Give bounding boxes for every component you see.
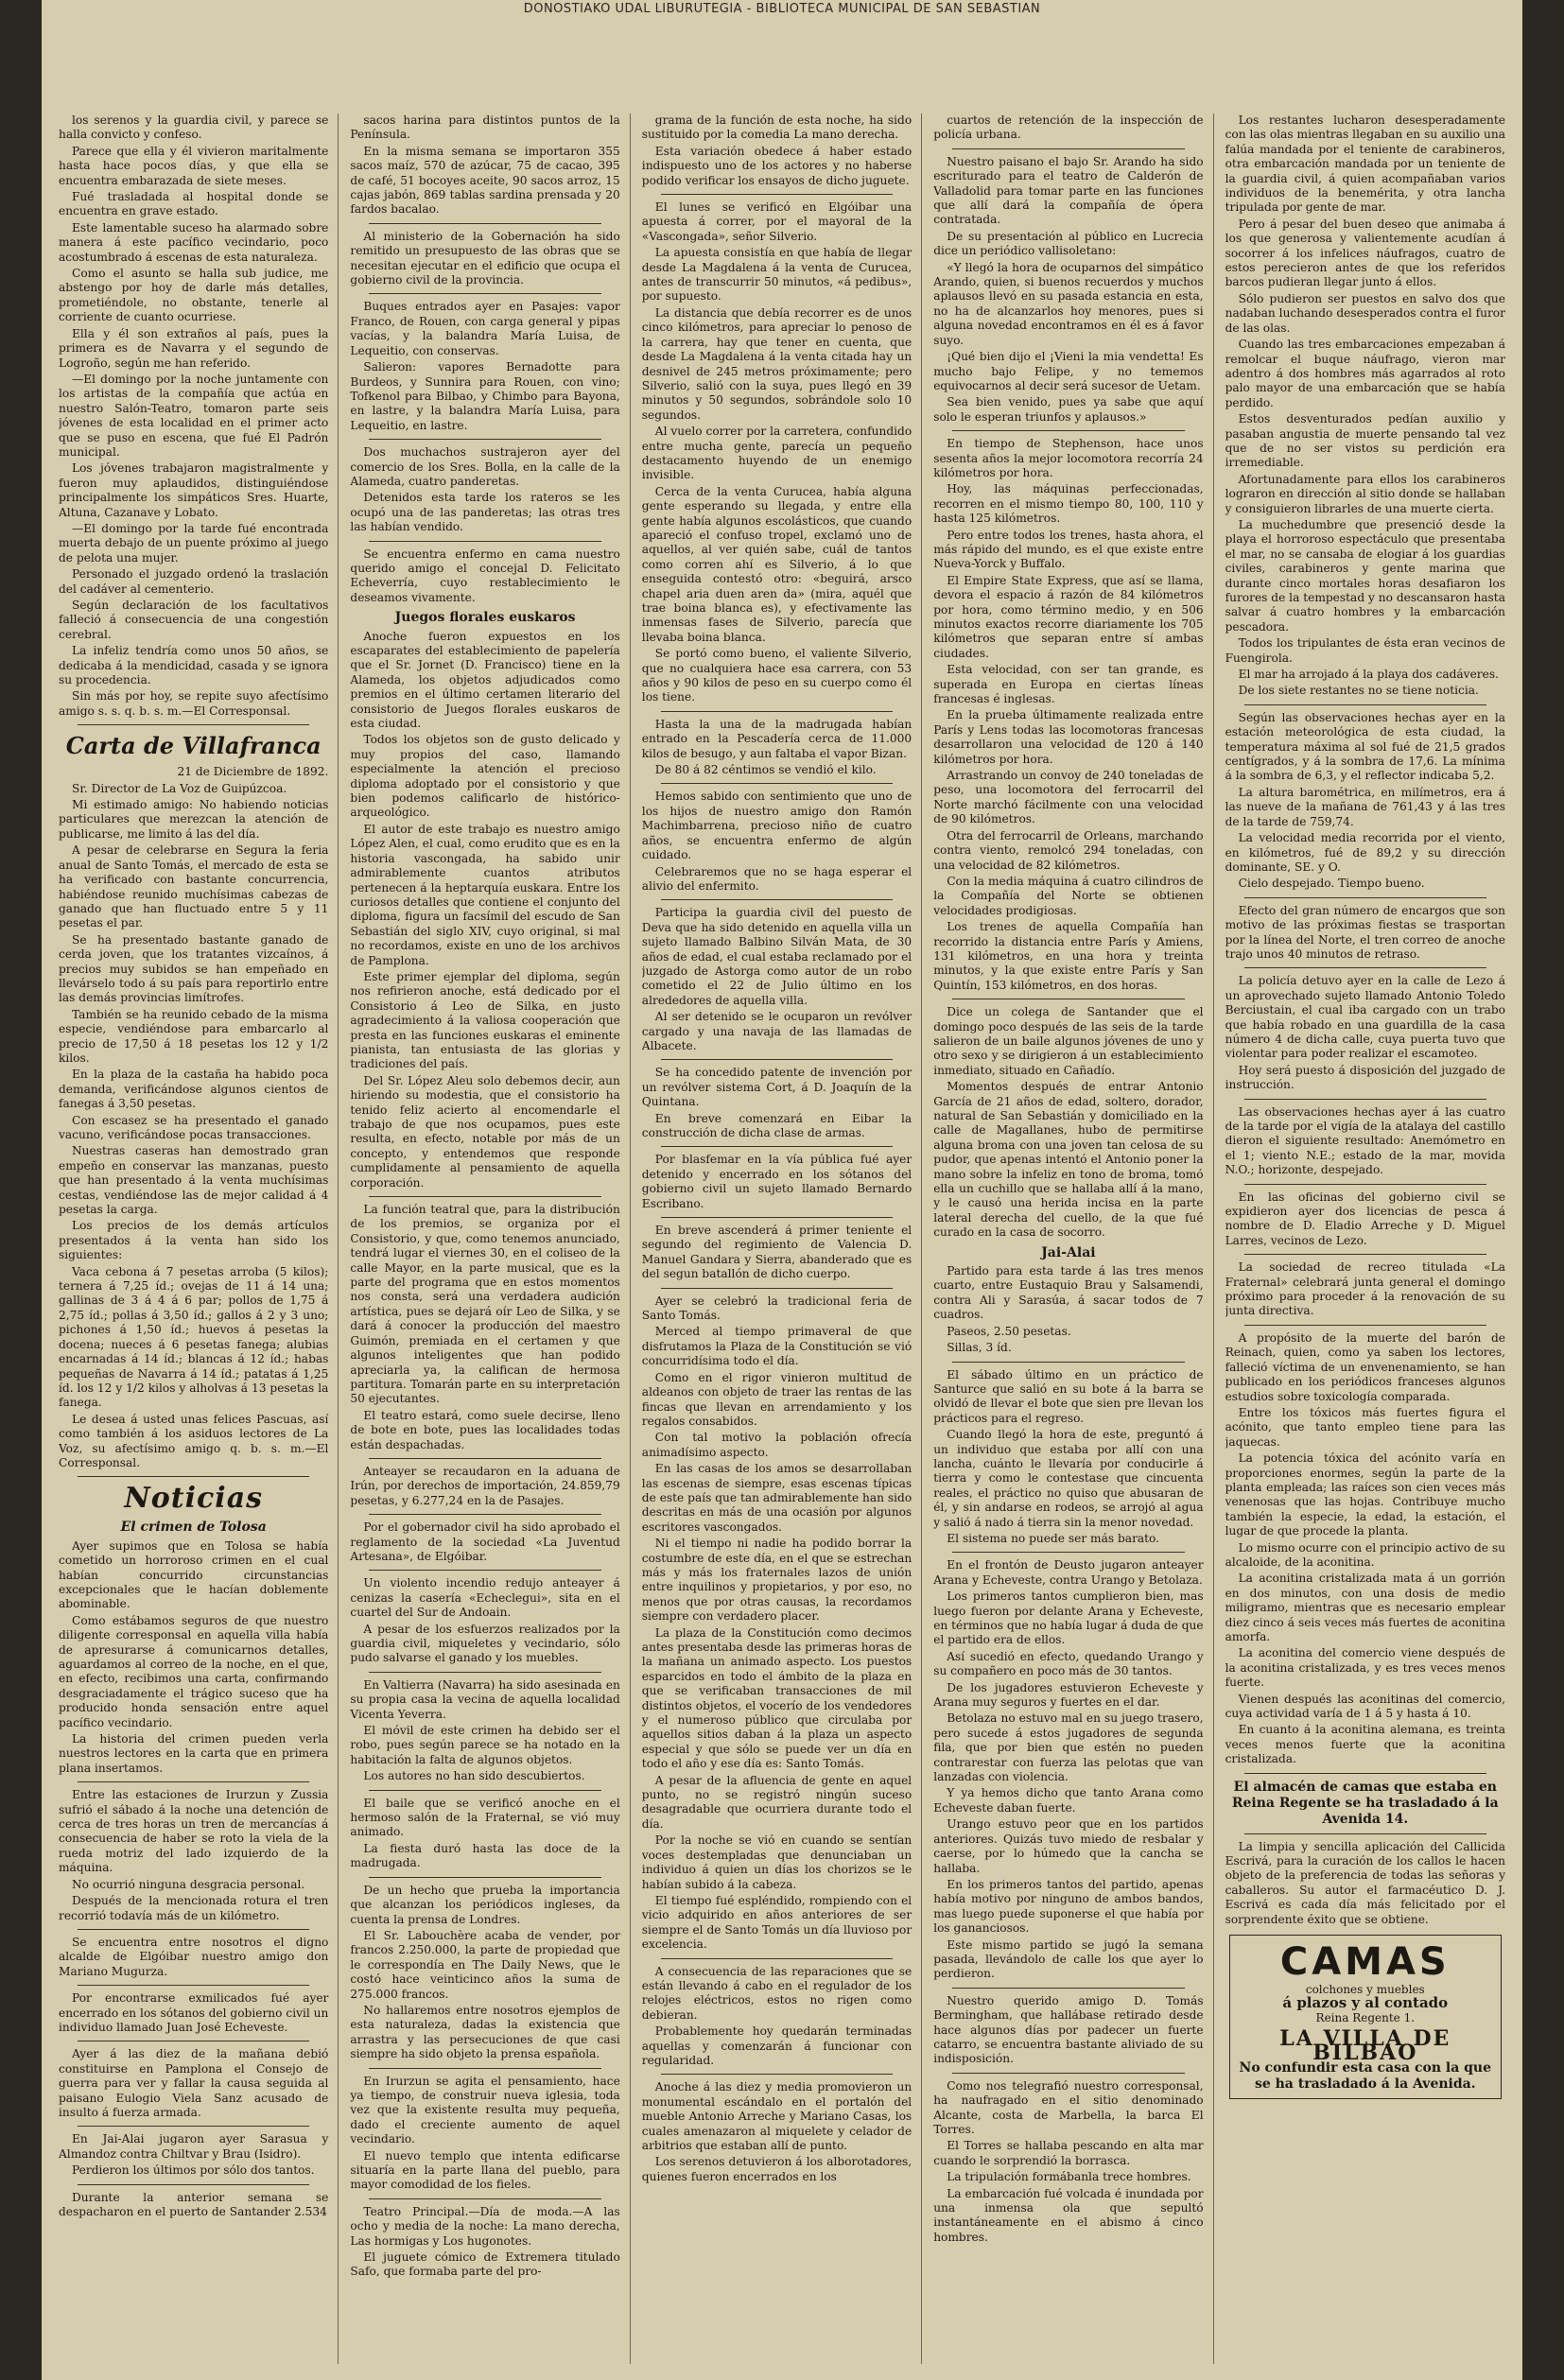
paragraph: Los precios de los demás artículos presentados á la venta han sido los siguientes:: [59, 1219, 329, 1262]
divider: [661, 2074, 893, 2075]
paragraph: A pesar de la afluencia de gente en aquel punto, no se registró ningún suceso desagradable que ocurriera durante todo el día.: [641, 1773, 912, 1831]
paragraph: grama de la función de esta noche, ha sido sustituido por la comedia La mano derecha.: [641, 113, 912, 142]
paragraph: —El domingo por la noche juntamente con los artistas de la compañía que actúa en nuestro Salón-Teatro, tomaron parte seis jóvenes de esta localidad en el primer acto que se puso en escena, que fué El Padrón municipal.: [59, 372, 329, 459]
paragraph: A pesar de los esfuerzos realizados por la guardia civil, miqueletes y vecindario, sólo pudo salvarse el ganado y los muebles.: [350, 1622, 620, 1665]
paragraph: Del Sr. López Aleu solo debemos decir, aun hiriendo su modestia, que el consistorio ha tenido feliz acierto al encomendarle el trabajo de que nos ocupamos, pues este resulta, en efecto, notable por más de un concepto, y entendemos que responde cumplidamente al pensamiento de aquella corporación.: [350, 1073, 620, 1190]
paragraph: Betolaza no estuvo mal en su juego trasero, pero sucede á estos jugadores de segunda fila, que por bien que estén no pueden contrarestar con fuerza las pelotas que van lanzadas con violencia.: [933, 1711, 1204, 1784]
ad-title: CAMAS: [1279, 1940, 1451, 1985]
paragraph: También se ha reunido cebado de la misma especie, vendiéndose para embarcarlo al precio de 17,50 á 18 pesetas los 12 y 1/2 kilos.: [59, 1007, 329, 1065]
paragraph: En Irurzun se agita el pensamiento, hace ya tiempo, de construir nueva iglesia, toda vez que la existente resulta muy pequeña, dado el creciente aumento de aquel vecindario.: [350, 2074, 620, 2146]
paragraph: En el frontón de Deusto jugaron anteayer Arana y Echeveste, contra Urango y Betolaza.: [933, 1558, 1204, 1587]
paragraph: Dos muchachos sustrajeron ayer del comercio de los Sres. Bolla, en la calle de la Alameda, cuatro panderetas.: [350, 445, 620, 488]
paragraph: A pesar de celebrarse en Segura la feria anual de Santo Tomás, el mercado de esta se ha verificado con bastante concurrencia, habiéndose reunido muchísimas cabezas de ganado que han fluctuado entre 5 y 11 pesetas el par.: [59, 843, 329, 930]
paragraph: La altura barométrica, en milímetros, era á las nueve de la mañana de 761,43 y á las tres de la tarde de 759,74.: [1225, 785, 1505, 828]
paragraph: Otra del ferrocarril de Orleans, marchando contra viento, remolcó 294 toneladas, con una velocidad de 82 kilómetros.: [933, 828, 1204, 872]
paragraph: Vaca cebona á 7 pesetas arroba (5 kilos); ternera á 7,25 íd.; ovejas de 11 á 14 una; gallinas de 3 á 4 á 6 par; pollos de 1,75 á 2,75 íd.; pollas á 3,50 íd.; gallos á 2 y 3 uno; pichones á 1,50 íd.; huevos á pesetas la docena; nueces á 6 pesetas fanega; alubias encarnadas á 14 íd.; blancas á 12 íd.; habas pequeñas de Navarra á 14 íd.; patatas á 1,25 íd. los 12 y 1/2 kilos y alholvas á 13 pesetas la fanega.: [59, 1264, 329, 1410]
paragraph: En las oficinas del gobierno civil se expidieron ayer dos licencias de pesca á nombre de D. Eladio Arreche y D. Miguel Larres, vecinos de Lezo.: [1225, 1190, 1505, 1247]
divider: [661, 711, 893, 712]
paragraph: Entre las estaciones de Irurzun y Zussia sufrió el sábado á la noche una detención de cerca de tres horas un tren de mercancías á consecuencia de haber se roto la viela de la rueda motriz del lado izquierdo de la máquina.: [59, 1788, 329, 1875]
paragraph: La infeliz tendría como unos 50 años, se dedicaba á la mendicidad, casada y se ignora su procedencia.: [59, 644, 329, 687]
paragraph: Esta velocidad, con ser tan grande, es superada en Europa en ciertas líneas francesas é inglesas.: [933, 663, 1204, 706]
paragraph: De los siete restantes no se tiene noticia.: [1238, 684, 1479, 698]
paragraph: Vienen después las aconitinas del comercio, cuya actividad varía de 1 á 5 y hasta á 10.: [1225, 1692, 1505, 1721]
paragraph: Anteayer se recaudaron en la aduana de Irún, por derechos de importación, 24.859,79 pesetas, y 6.277,24 en la de Pasajes.: [350, 1464, 620, 1507]
paragraph: En breve ascenderá á primer teniente el segundo del regimiento de Valencia D. Manuel Gandara y Sierra, abanderado que es del segun batallón de dicho cuerpo.: [641, 1224, 912, 1281]
paragraph: De su presentación al público en Lucrecia dice un periódico vallisoletano:: [933, 229, 1204, 258]
paragraph: Mi estimado amigo: No habiendo noticias particulares que merezcan la atención de publicarse, me limito á las del día.: [59, 798, 329, 841]
notice-almacen-camas: El almacén de camas que estaba en Reina Regente se ha trasladado á la Avenida 14.: [1231, 1779, 1499, 1827]
paragraph: Esta variación obedece á haber estado indispuesto uno de los actores y no haberse podido verificar los ensayos de dicho juguete.: [641, 144, 912, 187]
divider: [661, 1958, 893, 1959]
divider: [369, 1514, 600, 1515]
paragraph: Hoy, las máquinas perfeccionadas, recorren en el mismo tiempo 80, 100, 110 y hasta 125 kilómetros.: [933, 482, 1204, 526]
paragraph: Entre los tóxicos más fuertes figura el acónito, que tanto empleo tiene para las jaquecas.: [1225, 1405, 1505, 1449]
paragraph: La historia del crimen pueden verla nuestros lectores en la carta que en primera plana insertamos.: [59, 1732, 329, 1775]
paragraph: Este lamentable suceso ha alarmado sobre manera á este pacífico vecindario, poco acostumbrado á escenas de esta naturaleza.: [59, 220, 329, 264]
paragraph: Los serenos detuvieron á los alborotadores, quienes fueron encerrados en los: [641, 2155, 912, 2183]
paragraph: Este primer ejemplar del diploma, según nos refirieron anoche, está dedicado por el Consistorio á Leo de Silka, en justo agradecimiento á la valiosa cooperación que presta en las funciones euskaras el eminente pianista, tan entusiasta de las glorias y tradiciones del país.: [350, 969, 620, 1071]
paragraph: Este mismo partido se jugó la semana pasada, llevándolo de calle los que ayer lo perdieron.: [933, 1937, 1204, 1981]
ad-line: colchones y muebles: [1305, 1983, 1425, 1997]
subheadline-crimen-tolosa: El crimen de Tolosa: [120, 1520, 267, 1536]
divider: [369, 1570, 600, 1571]
column-2: [350, 113, 630, 2364]
paragraph: Partido para esta tarde á las tres menos cuarto, entre Eustaquio Brau y Salsamendi, contra Ali y Sarasúa, á sacar todos de 7 cuadros.: [933, 1264, 1204, 1322]
divider: [661, 1288, 893, 1289]
paragraph: Urango estuvo peor que en los partidos anteriores. Quizás tuvo miedo de resbalar y caerse, por lo húmedo que la cancha se hallaba.: [933, 1817, 1204, 1875]
divider: [952, 2073, 1184, 2074]
divider: [1244, 1099, 1486, 1100]
paragraph: De un hecho que prueba la importancia que alcanzan los periódicos ingleses, da cuenta la prensa de Londres.: [350, 1883, 620, 1926]
paragraph: Fué trasladada al hospital donde se encuentra en grave estado.: [59, 190, 329, 218]
divider: [1244, 1773, 1486, 1774]
paragraph: En la plaza de la castaña ha habido poca demanda, verificándose algunos cientos de fanegas á 3,50 pesetas.: [59, 1068, 329, 1111]
divider: [369, 1877, 600, 1878]
paragraph: Hoy será puesto á disposición del juzgado de instrucción.: [1225, 1063, 1505, 1092]
paragraph: Según las observaciones hechas ayer en la estación meteorológica de esta ciudad, la temperatura máxima al sol fué de 21,5 grados centígrados, y á la sombra de 17,6. La mínima á la sombra de 6,3, y el reflector indicaba 5,2.: [1225, 710, 1505, 783]
paragraph: Las observaciones hechas ayer á las cuatro de la tarde por el vigía de la atalaya del castillo dieron el siguiente resultado: Anemómetro en el 1; viento N.E.; estado de la mar, movida N.O.; horizonte, despejado.: [1225, 1104, 1505, 1177]
paragraph: Por la noche se vió en cuando se sentían voces destempladas que denunciaban un individuo á quien un días los chorizos se le habían subido á la cabeza.: [641, 1833, 912, 1891]
paragraph: Celebraremos que no se haga esperar el alivio del enfermito.: [641, 864, 912, 893]
paragraph: La velocidad media recorrida por el viento, en kilómetros, fué de 89,2 y su dirección dominante, SE. y O.: [1225, 831, 1505, 874]
paragraph: A propósito de la muerte del barón de Reinach, quien, como ya saben los lectores, falleció víctima de un envenenamiento, se han publicado en los periódicos franceses algunos estudios sobre toxicología comparada.: [1225, 1330, 1505, 1403]
divider: [369, 1458, 600, 1459]
paragraph: Con escasez se ha presentado el ganado vacuno, verificándose pocas transacciones.: [59, 1113, 329, 1141]
paragraph: Anoche á las diez y media promovieron un monumental escándalo en el portalón del mueble Antonio Arreche y Mariano Casas, los cuales amenazaron al miquelete y celador de arbitrios que estaban allí de punto.: [641, 2080, 912, 2152]
divider: [1244, 1325, 1486, 1326]
paragraph: Cuando llegó la hora de este, preguntó á un individuo que estaba por allí con una lancha, cuánto le llevaría por conducirle á tierra y como le contestase que cincuenta reales, el práctico no quiso que abusaran de él, y sin andarse en rodeos, se arrojó al agua y salió á nado á tierra sin la menor novedad.: [933, 1428, 1204, 1529]
divider: [1244, 704, 1486, 705]
paragraph: La potencia tóxica del acónito varía en proporciones enormes, según la parte de la planta empleada; las raíces son cien veces más venenosas que las hojas. Contribuye mucho también la especie, la edad, la estación, el lugar de que procede la planta.: [1225, 1451, 1505, 1538]
divider: [78, 2184, 309, 2185]
divider: [1244, 1833, 1486, 1834]
paragraph: La muchedumbre que presenció desde la playa el horroroso espectáculo que presentaba el mar, no se cansaba de elogiar á los guardias civiles, carabineros y gente marina que durante cinco mortales horas desafiaron los furores de la tempestad y no descansaron hasta salvar á cuatro hombres y la embarcación pescadora.: [1225, 517, 1505, 634]
paragraph: El mar ha arrojado á la playa dos cadáveres.: [1238, 668, 1499, 682]
paragraph: Como nos telegrafió nuestro corresponsal, ha naufragado en el sitio denominado Alcante, costa de Marbella, la barca El Torres.: [933, 2078, 1204, 2136]
paragraph: Perdieron los últimos por sólo dos tantos.: [72, 2163, 315, 2178]
paragraph: Hasta la una de la madrugada habían entrado en la Pescadería cerca de 11.000 kilos de besugo, y aun faltaba el vapor Bizan.: [641, 717, 912, 760]
paragraph: Así sucedió en efecto, quedando Urango y su compañero en poco más de 30 tantos.: [933, 1649, 1204, 1678]
paragraph: Por blasfemar en la vía pública fué ayer detenido y encerrado en los sótanos del gobierno civil un sujeto llamado Bernardo Escribano.: [641, 1153, 912, 1210]
divider: [78, 2126, 309, 2127]
paragraph: Por encontrarse exmilicados fué ayer encerrado en los sótanos del gobierno civil un individuo llamado Juan José Echeveste.: [59, 1991, 329, 2034]
paragraph: No ocurrió ninguna desgracia personal.: [72, 1877, 305, 1891]
divider: [78, 724, 309, 725]
paragraph: Ayer supimos que en Tolosa se había cometido un horroroso crimen en el cual habían concurrido circunstancias excepcionales que le hacían doblemente abominable.: [59, 1538, 329, 1611]
paragraph: El autor de este trabajo es nuestro amigo López Alen, el cual, como erudito que es en la historia vascongada, ha sabido unir admirablemente cuantos atributos pertenecen á la heptarquía euskara. Entre los curiosos detalles que contiene el conjunto del diploma, figura un facsímil del escudo de San Sebastián del siglo XIV, cuyo original, si mal no recordamos, existe en uno de los archivos de Pamplona.: [350, 822, 620, 967]
paragraph: Un violento incendio redujo anteayer á cenizas la casería «Echeclegui», sita en el cuartel del Sur de Andoain.: [350, 1576, 620, 1620]
paragraph: A consecuencia de las reparaciones que se están llevando á cabo en el regulador de los relojes eléctricos, estos no rigen como debieran.: [641, 1964, 912, 2022]
dateline: 21 de Diciembre de 1892.: [177, 765, 329, 779]
paragraph: Teatro Principal.—Día de moda.—A las ocho y media de la noche: La mano derecha, Las hormigas y Los hugonotes.: [350, 2204, 620, 2248]
divider: [952, 1988, 1184, 1989]
paragraph: Se ha presentado bastante ganado de cerda joven, que los tratantes vizcaínos, á precios muy subidos se han empeñado en llevárselo todo á su país para reportirlo entre las demás provincias limítrofes.: [59, 932, 329, 1005]
paragraph: En Valtierra (Navarra) ha sido asesinada en su propia casa la vecina de aquella localidad Vicenta Yeverra.: [350, 1677, 620, 1721]
paragraph: Se portó como bueno, el valiente Silverio, que no cualquiera hace esa carrera, con 53 años y 90 kilos de peso en su cuerpo como él los tiene.: [641, 647, 912, 704]
paragraph: Como estábamos seguros de que nuestro diligente corresponsal en aquella villa había de apresurarse á comunicarnos detalles, aguardamos al correo de la noche, en el que, en efecto, recibimos una carta, confirmando desgraciadamente el trágico suceso que ha producido honda sensación entre aquel pacífico vecindario.: [59, 1613, 329, 1729]
paragraph: Al ser detenido se le ocuparon un revólver cargado y una navaja de las llamadas de Albacete.: [641, 1010, 912, 1052]
paragraph: Dice un colega de Santander que el domingo poco después de las seis de la tarde salieron de un baile algunos jóvenes de uno y otro sexo y se dirigieron á un establecimiento inmediato, situado en Cañadío.: [933, 1005, 1204, 1077]
paragraph: Todos los tripulantes de ésta eran vecinos de Fuengirola.: [1225, 636, 1505, 665]
paragraph: Ayer á las diez de la mañana debió constituirse en Pamplona el Consejo de guerra para ver y fallar la causa seguida al paisano Eulogio Viela Sanz acusado de insulto á fuerza armada.: [59, 2047, 329, 2119]
paragraph: La sociedad de recreo titulada «La Fraternal» celebrará junta general el domingo próximo para proceder á la renovación de su junta directiva.: [1225, 1260, 1505, 1318]
paragraph: El tiempo fué espléndido, rompiendo con el vicio adquirido en años anteriores de ser siempre el de Santo Tomás un día lluvioso por excelencia.: [641, 1893, 912, 1952]
divider: [661, 899, 893, 900]
paragraph: De los jugadores estuvieron Echeveste y Arana muy seguros y fuertes en el dar.: [933, 1680, 1204, 1710]
paragraph: Se encuentra entre nosotros el digno alcalde de Elgóibar nuestro amigo don Mariano Mugurza.: [59, 1935, 329, 1978]
paragraph: «Y llegó la hora de ocuparnos del simpático Arando, quien, si buenos recuerdos y muchos aplausos llevó en su pasada estancia en esta, no ha de alcanzarlos hoy menores, pues si alguna novedad encontramos en él es á favor suyo.: [933, 260, 1204, 347]
divider: [369, 541, 600, 542]
divider: [78, 1985, 309, 1986]
paragraph: La policía detuvo ayer en la calle de Lezo á un aprovechado sujeto llamado Antonio Toledo Berciustain, el cual iba cargado con un trabo que había robado en una guardilla de la casa número 4 de dicha calle, cuya puerta tuvo que violentar para poder realizar el escamoteo.: [1225, 974, 1505, 1061]
paragraph: Pero entre todos los trenes, hasta ahora, el más rápido del mundo, es el que existe entre Nueva-Yorck y Buffalo.: [933, 528, 1204, 571]
divider: [661, 194, 893, 195]
advertisement-camas: [1229, 1935, 1502, 2099]
divider: [369, 2068, 600, 2069]
divider: [661, 1059, 893, 1060]
ad-shop-name: LA VILLA DE BILBAO: [1279, 2025, 1451, 2065]
paragraph: cuartos de retención de la inspección de policía urbana.: [933, 113, 1204, 142]
paragraph: En la prueba últimamente realizada entre París y Lens todas las locomotoras francesas desarrollaron una velocidad de 120 á 140 kilómetros por hora.: [933, 708, 1204, 766]
paragraph: Ayer se celebró la tradicional feria de Santo Tomás.: [641, 1294, 912, 1323]
divider: [78, 1781, 309, 1782]
paragraph: No hallaremos entre nosotros ejemplos de esta naturaleza, dadas la existencia que arrastra y las persecuciones de que casi siempre ha sido objeto la prensa española.: [350, 2003, 620, 2061]
divider: [952, 148, 1184, 149]
paragraph: Hemos sabido con sentimiento que uno de los hijos de nuestro amigo don Ramón Machimbarrena, precioso niño de cuatro años, se encuentra enfermo de algún cuidado.: [641, 790, 912, 862]
paragraph: Efecto del gran número de encargos que son motivo de las próximas fiestas se trasportan por la línea del Norte, el tren correo de anoche trajo unos 40 minutos de retraso.: [1225, 903, 1505, 961]
ad-line: á plazos y al contado: [1282, 1994, 1449, 2012]
paragraph: ¡Qué bien dijo el ¡Vieni la mia vendetta! Es mucho bajo Felipe, y no tememos equivocarnos al decir será sucesor de Uetam.: [933, 350, 1204, 392]
paragraph: El baile que se verificó anoche en el hermoso salón de la Fraternal, se vió muy animado.: [350, 1796, 620, 1839]
paragraph: El Sr. Labouchère acaba de vender, por francos 2.250.000, la parte de propiedad que le correspondía en The Daily News, que le costó hace veinticinco años la suma de 275.000 francos.: [350, 1928, 620, 2001]
scan-edge-left: [0, 0, 42, 2380]
paragraph: En la misma semana se importaron 355 sacos maíz, 570 de azúcar, 75 de cacao, 395 de café, 51 bocoyes aceite, 90 sacos arroz, 15 cajas jabón, 869 tablas sardina prensada y 20 fardos bacalao.: [350, 144, 620, 217]
paragraph: La aconitina del comercio viene después de la aconitina cristalizada, y es tres veces menos fuerte.: [1225, 1646, 1505, 1690]
paragraph: Los autores no han sido descubiertos.: [363, 1769, 585, 1783]
paragraph: Sin más por hoy, se repite suyo afectísimo amigo s. s. q. b. s. m.—El Corresponsal.: [59, 689, 329, 718]
paragraph: Anoche fueron expuestos en los escaparates del establecimiento de papelería que el Sr. Jornet (D. Francisco) tiene en la Alameda, los objetos adjudicados como premios en el último certamen literario del consistorio de Juegos florales euskaros de esta ciudad.: [350, 629, 620, 731]
paragraph: Los restantes lucharon desesperadamente con las olas mientras llegaban en su auxilio una falúa mandada por el teniente de carabineros, otra embarcación mandada por un teniente de la guardia civil, á quien acompañaban varios individuos de la benemérita, y otra lancha tripulada por gente de mar.: [1225, 113, 1505, 215]
paragraph: Se ha concedido patente de invención por un revólver sistema Cort, á D. Joaquín de la Quintana.: [641, 1066, 912, 1109]
paragraph: Lo mismo ocurre con el principio activo de su alcaloide, de la aconitina.: [1225, 1540, 1505, 1569]
divider: [1244, 1184, 1486, 1185]
paragraph: El sistema no puede ser más barato.: [947, 1531, 1160, 1545]
headline-carta-villafranca: Carta de Villafranca: [65, 732, 321, 760]
subheadline-jai-alai: Jai-Alai: [1041, 1244, 1096, 1260]
divider: [369, 1790, 600, 1791]
divider: [952, 1362, 1184, 1363]
divider: [952, 430, 1184, 431]
divider: [369, 293, 600, 294]
paragraph: Nuestro querido amigo D. Tomás Bermingham, que hallábase retirado desde hace algunos días por padecer un fuerte catarro, se encuentra bastante aliviado de su indisposición.: [933, 1993, 1204, 2066]
library-watermark: DONOSTIAKO UDAL LIBURUTEGIA - BIBLIOTECA MUNICIPAL DE SAN SEBASTIAN: [523, 2, 1041, 16]
paragraph: En cuanto á la aconitina alemana, es treinta veces menos fuerte que la aconitina cristalizada.: [1225, 1723, 1505, 1766]
paragraph: En tiempo de Stephenson, hace unos sesenta años la mejor locomotora recorría 24 kilómetros por hora.: [933, 437, 1204, 479]
paragraph: De 80 á 82 céntimos se vendió el kilo.: [654, 763, 877, 777]
paragraph: El móvil de este crimen ha debido ser el robo, pues según parece se ha notado en la habitación la falta de algunos objetos.: [350, 1724, 620, 1766]
paragraph: En breve comenzará en Eibar la construcción de dicha clase de armas.: [641, 1111, 912, 1139]
paragraph: Ella y él son extraños al país, pues la primera es de Navarra y el segundo de Logroño, según me han referido.: [59, 326, 329, 370]
divider: [952, 1552, 1184, 1553]
paragraph: Los trenes de aquella Compañía han recorrido la distancia entre París y Amiens, 131 kilómetros, en una hora y treinta minutos, y la que existe entre París y San Quintín, 153 kilómetros, en dos horas.: [933, 920, 1204, 992]
paragraph: El lunes se verificó en Elgóibar una apuesta á correr, por el mayoral de la «Vascongada», señor Silverio.: [641, 200, 912, 243]
paragraph: Probablemente hoy quedarán terminadas aquellas y comenzarán á funcionar con regularidad.: [641, 2024, 912, 2067]
paragraph: Según declaración de los facultativos falleció á consecuencia de una congestión cerebral.: [59, 599, 329, 641]
divider: [1244, 1254, 1486, 1255]
divider: [369, 439, 600, 440]
paragraph: sacos harina para distintos puntos de la Península.: [350, 113, 620, 142]
subheadline-juegos-florales: Juegos florales euskaros: [394, 610, 576, 626]
divider: [369, 2198, 600, 2199]
paragraph: El sábado último en un práctico de Santurce que salió en su bote á la barra se olvidó de llevar el bote que sien pre llevan los prácticos para el regreso.: [933, 1367, 1204, 1425]
divider: [661, 783, 893, 784]
paragraph: La plaza de la Constitución como decimos antes presentaba desde las primeras horas de la mañana un animado aspecto. Los puestos esparcidos en todo el ámbito de la plaza en que se verificaban transacciones de mil distintos objetos, el vocerío de los vendedores y el numeroso público que circulaba por aquellos sitios daban á la plaza un aspecto especial y que sólo se puede ver un día en todo el año y ese día es: Santo Tomás.: [641, 1625, 912, 1771]
divider: [369, 1196, 600, 1197]
paragraph: Después de la mencionada rotura el tren recorrió todavía más de un kilómetro.: [59, 1894, 329, 1922]
scan-edge-right: [1522, 0, 1564, 2380]
paragraph: La distancia que debía recorrer es de unos cinco kilómetros, para apreciar lo penoso de la carrera, hay que tener en cuenta, que desde La Magdalena á la venta citada hay un desnivel de 245 metros próximamente; pero Silverio, salió con la suya, pues llegó en 39 minutos y 50 segundos, sobrándole solo 10 segundos.: [641, 305, 912, 422]
paragraph: En Jai-Alai jugaron ayer Sarasua y Almandoz contra Chiltvar y Brau (Isidro).: [59, 2132, 329, 2161]
column-1: [59, 113, 339, 2364]
paragraph: Salieron: vapores Bernadotte para Burdeos, y Sunnira para Rouen, con vino; Tofkenol para Bilbao, y Chimbo para Bayona, en lastre, y la balandra María Luisa, para Lequeitio, en lastre.: [350, 360, 620, 432]
paragraph: El nuevo templo que intenta edificarse situaría en la parte llana del pueblo, para mayor comodidad de los fieles.: [350, 2148, 620, 2192]
paragraph: Como el asunto se halla sub judice, me abstengo por hoy de darle más detalles, prometiéndole, no obstante, tenerle al corriente de cuanto ocurriese.: [59, 267, 329, 324]
paragraph: Momentos después de entrar Antonio García de 21 años de edad, soltero, dorador, natural de San Sebastián y domiciliado en la calle de Magallanes, hubo de permitirse alguna broma con una joven tan celosa de su pudor, que apenas intentó el Antonio poner la mano sobre la infeliz en tono de broma, tomó ella un cuchillo que se hallaba allí á la mano, y le causó una herida incisa en la parte lateral derecha del cuello, de la que fué curado en la casa de socorro.: [933, 1080, 1204, 1240]
paragraph: —El domingo por la tarde fué encontrada muerta debajo de un puente próximo al juego de pelota una mujer.: [59, 521, 329, 565]
paragraph: Al ministerio de la Gobernación ha sido remitido un presupuesto de las obras que se necesitan ejecutar en el edificio que ocupa el gobierno civil de la provincia.: [350, 229, 620, 287]
paragraph: Durante la anterior semana se despacharon en el puerto de Santander 2.534: [59, 2190, 329, 2218]
paragraph: Por el gobernador civil ha sido aprobado el reglamento de la sociedad «La Juventud Artesana», de Elgóibar.: [350, 1520, 620, 1563]
paragraph: Se encuentra enfermo en cama nuestro querido amigo el concejal D. Felicitato Echeverría, cuyo restablecimiento le deseamos vivamente.: [350, 547, 620, 604]
divider: [369, 223, 600, 224]
paragraph: La embarcación fué volcada é inundada por una inmensa ola que sepultó instantáneamente en el abismo á cinco hombres.: [933, 2186, 1204, 2244]
divider: [661, 1217, 893, 1218]
column-4: [933, 113, 1213, 2364]
paragraph: Sólo pudieron ser puestos en salvo dos que nadaban luchando desesperados contra el furor de las olas.: [1225, 291, 1505, 335]
paragraph: Sea bien venido, pues ya sabe que aquí solo le esperan triunfos y aplausos.»: [933, 395, 1204, 424]
paragraph: Afortunadamente para ellos los carabineros lograron en dirección al sitio donde se hallaban y consiguieron librarles de una muerte cierta.: [1225, 472, 1505, 515]
paragraph: Los primeros tantos cumplieron bien, mas luego fueron por delante Arana y Echeveste, en términos que no había lugar á duda de que el partido era de ellos.: [933, 1590, 1204, 1647]
paragraph: La apuesta consistía en que había de llegar desde La Magdalena á la venta de Curucea, antes de transcurrir 50 minutos, «á pedibus», por supuesto.: [641, 246, 912, 304]
paragraph: Paseos, 2.50 pesetas.: [947, 1324, 1071, 1338]
paragraph: Detenidos esta tarde los rateros se les ocupó una de las panderetas; las otras tres las habían vendido.: [350, 491, 620, 534]
paragraph: Los jóvenes trabajaron magistralmente y fueron muy aplaudidos, distinguiéndose principalmente los simpáticos Sres. Huarte, Altuna, Cazanave y Lobato.: [59, 461, 329, 519]
paragraph: Como en el rigor vinieron multitud de aldeanos con objeto de traer las rentas de las fincas que llevan en arrendamiento y los regalos consabidos.: [641, 1370, 912, 1428]
paragraph: Con tal motivo la población ofrecía animadísimo aspecto.: [641, 1431, 912, 1459]
divider: [369, 1672, 600, 1673]
paragraph: Y ya hemos dicho que tanto Arana como Echeveste daban fuerte.: [933, 1786, 1204, 1815]
divider: [78, 1929, 309, 1930]
paragraph: Cielo despejado. Tiempo bueno.: [1238, 877, 1425, 891]
columns: [59, 113, 1505, 2364]
paragraph: Nuestro paisano el bajo Sr. Arando ha sido escriturado para el teatro de Calderón de Valladolid para tomar parte en las funciones que allí dará la compañía de ópera contratada.: [933, 154, 1204, 227]
paragraph: Cerca de la venta Curucea, había alguna gente esperando su llegada, y entre ella gente había algunos escolásticos, que cuando apareció el confuso tropel, exclamó uno de aquellos, al ver quién sabe, cuál de tantos como corren ahí es Silverio, á lo que enseguida contestó otro: «beguirá, arsco chapel aria duen aren da» (mira, aquél que trae boina blanca es), y efectivamente las inmensas fases de Silverio, parecía que llevaba boina blanca.: [641, 484, 912, 644]
paragraph: los serenos y la guardia civil, y parece se halla convicto y confeso.: [59, 113, 329, 142]
paragraph: El teatro estará, como suele decirse, lleno de bote en bote, pues las localidades todas están despachadas.: [350, 1408, 620, 1451]
paragraph: Nuestras caseras han demostrado gran empeño en conservar las manzanas, puesto que han presentado á la venta muchísimas cestas, vendiéndose las de mejor calidad á 4 pesetas la carga.: [59, 1144, 329, 1217]
paragraph: La función teatral que, para la distribución de los premios, se organiza por el Consistorio, y que, como tenemos anunciado, tendrá lugar el viernes 30, en el coliseo de la calle Mayor, en la parte musical, que es la parte del programa que en estos momentos nos consta, será una verdadera audición artística, pues se dejará oír Leo de Silka, y se dará á conocer la producción del maestro Guimón, premiada en el certamen y que algunos inteligentes que han podido apreciarla ya, la califican de hermosa partitura. Tomarán parte en su interpretación 50 ejecutantes.: [350, 1203, 620, 1406]
paragraph: Arrastrando un convoy de 240 toneladas de peso, una locomotora del ferrocarril del Norte marchó fácilmente con una velocidad de 90 kilómetros.: [933, 769, 1204, 826]
paragraph: Merced al tiempo primaveral de que disfrutamos la Plaza de la Constitución se vió concurridísima todo el día.: [641, 1325, 912, 1368]
paragraph: Parece que ella y él vivieron maritalmente hasta hace pocos días, y que ella se encuentra embarazada de siete meses.: [59, 144, 329, 187]
paragraph: Sr. Director de La Voz de Guipúzcoa.: [72, 781, 287, 795]
divider: [1244, 967, 1486, 968]
paragraph: Ni el tiempo ni nadie ha podido borrar la costumbre de este día, en el que se estrechan más y más los fraternales lazos de unión entre inquilinos y propietarios, y por eso, no menos que por otras causas, la recordamos siempre con verdadero placer.: [641, 1537, 912, 1624]
paragraph: La aconitina cristalizada mata á un gorrión en dos minutos, con una dosis de medio miligramo, mientras que es necesario emplear diez cinco á seis veces más fuertes de aconitina amorfa.: [1225, 1572, 1505, 1643]
paragraph: En los primeros tantos del partido, apenas había motivo por ninguno de ambos bandos, mas luego puede suponerse el que había por los gananciosos.: [933, 1877, 1204, 1936]
paragraph: Cuando las tres embarcaciones empezaban á remolcar el buque náufrago, vieron mar adentro á dos hombres más agarrados al roto palo mayor de una embarcación que se había perdido.: [1225, 338, 1505, 409]
paragraph: Buques entrados ayer en Pasajes: vapor Franco, de Rouen, con carga general y pipas vacías, y la balandra María Luisa, de Lequeitio, con conservas.: [350, 300, 620, 357]
paragraph: Al vuelo correr por la carretera, confundido entre mucha gente, parecía un pequeño destacamento huyendo de un enemigo invisible.: [641, 425, 912, 482]
paragraph: La fiesta duró hasta las doce de la madrugada.: [350, 1841, 620, 1870]
paragraph: La tripulación formábanla trece hombres.: [947, 2170, 1191, 2184]
paragraph: En las casas de los amos se desarrollaban las escenas de siempre, esas escenas típicas de este país que tan admirablemente han sido descritas en más de una ocasión por algunos escritores vascongados.: [641, 1462, 912, 1534]
divider: [661, 1146, 893, 1147]
newspaper-page: [42, 0, 1522, 2380]
ad-footer: No confundir esta casa con la que se ha trasladado á la Avenida.: [1239, 2060, 1492, 2093]
ad-address: Reina Regente 1.: [1315, 2010, 1416, 2024]
paragraph: Pero á pesar del buen deseo que animaba á los que generosa y valientemente acudían á socorrer á los infelices náufragos, cuatro de estos perecieron antes de que los referidos barcos pudieran llegar junto á ellos.: [1225, 217, 1505, 289]
column-3: [642, 113, 922, 2364]
paragraph: Con la media máquina á cuatro cilindros de la Compañía del Norte se obtienen velocidades prodigiosas.: [933, 874, 1204, 917]
divider: [78, 1476, 309, 1477]
paragraph: Personado el juzgado ordenó la traslación del cadáver al cementerio.: [59, 567, 329, 596]
paragraph: Estos desventurados pedían auxilio y pasaban angustia de muerte pensando tal vez que de no ser vistos su perdición era irremediable.: [1225, 412, 1505, 470]
paragraph: El juguete cómico de Extremera titulado Safo, que formaba parte del pro-: [350, 2250, 620, 2279]
paragraph: El Empire State Express, que así se llama, devora el espacio á razón de 84 kilómetros por hora, como término medio, y en 506 minutos exactos recorre diariamente los 705 kilómetros que separan entre sí ambas ciudades.: [933, 573, 1204, 660]
paragraph: Participa la guardia civil del puesto de Deva que ha sido detenido en aquella villa un sujeto llamado Balbino Silván Mata, de 30 años de edad, el cual estaba reclamado por el juzgado de Astorga como autor de un robo cometido el 22 de Julio último en los alrededores de aquella villa.: [641, 906, 912, 1007]
paragraph: La limpia y sencilla aplicación del Callicida Escrivá, para la curación de los callos le hacen objeto de la preferencia de todas las señoras y caballeros. Su autor el farmacéutico D. J. Escrivá es cada día más felicitado por el sorprendente éxito que se obtiene.: [1225, 1839, 1505, 1926]
paragraph: Sillas, 3 íd.: [947, 1341, 1012, 1355]
column-5: [1225, 113, 1505, 2364]
headline-noticias: Noticias: [124, 1482, 264, 1516]
divider: [1244, 897, 1486, 898]
paragraph: Le desea á usted unas felices Pascuas, así como también á los asiduos lectores de La Voz, su afectísimo amigo q. b. s. m.—El Corresponsal.: [59, 1412, 329, 1469]
paragraph: El Torres se hallaba pescando en alta mar cuando le sorprendió la borrasca.: [933, 2139, 1204, 2167]
paragraph: Todos los objetos son de gusto delicado y muy propios del caso, llamando especialmente la atención el precioso diploma adoptado por el consistorio y que bien podemos calificarlo de histórico-arqueológico.: [350, 733, 620, 820]
